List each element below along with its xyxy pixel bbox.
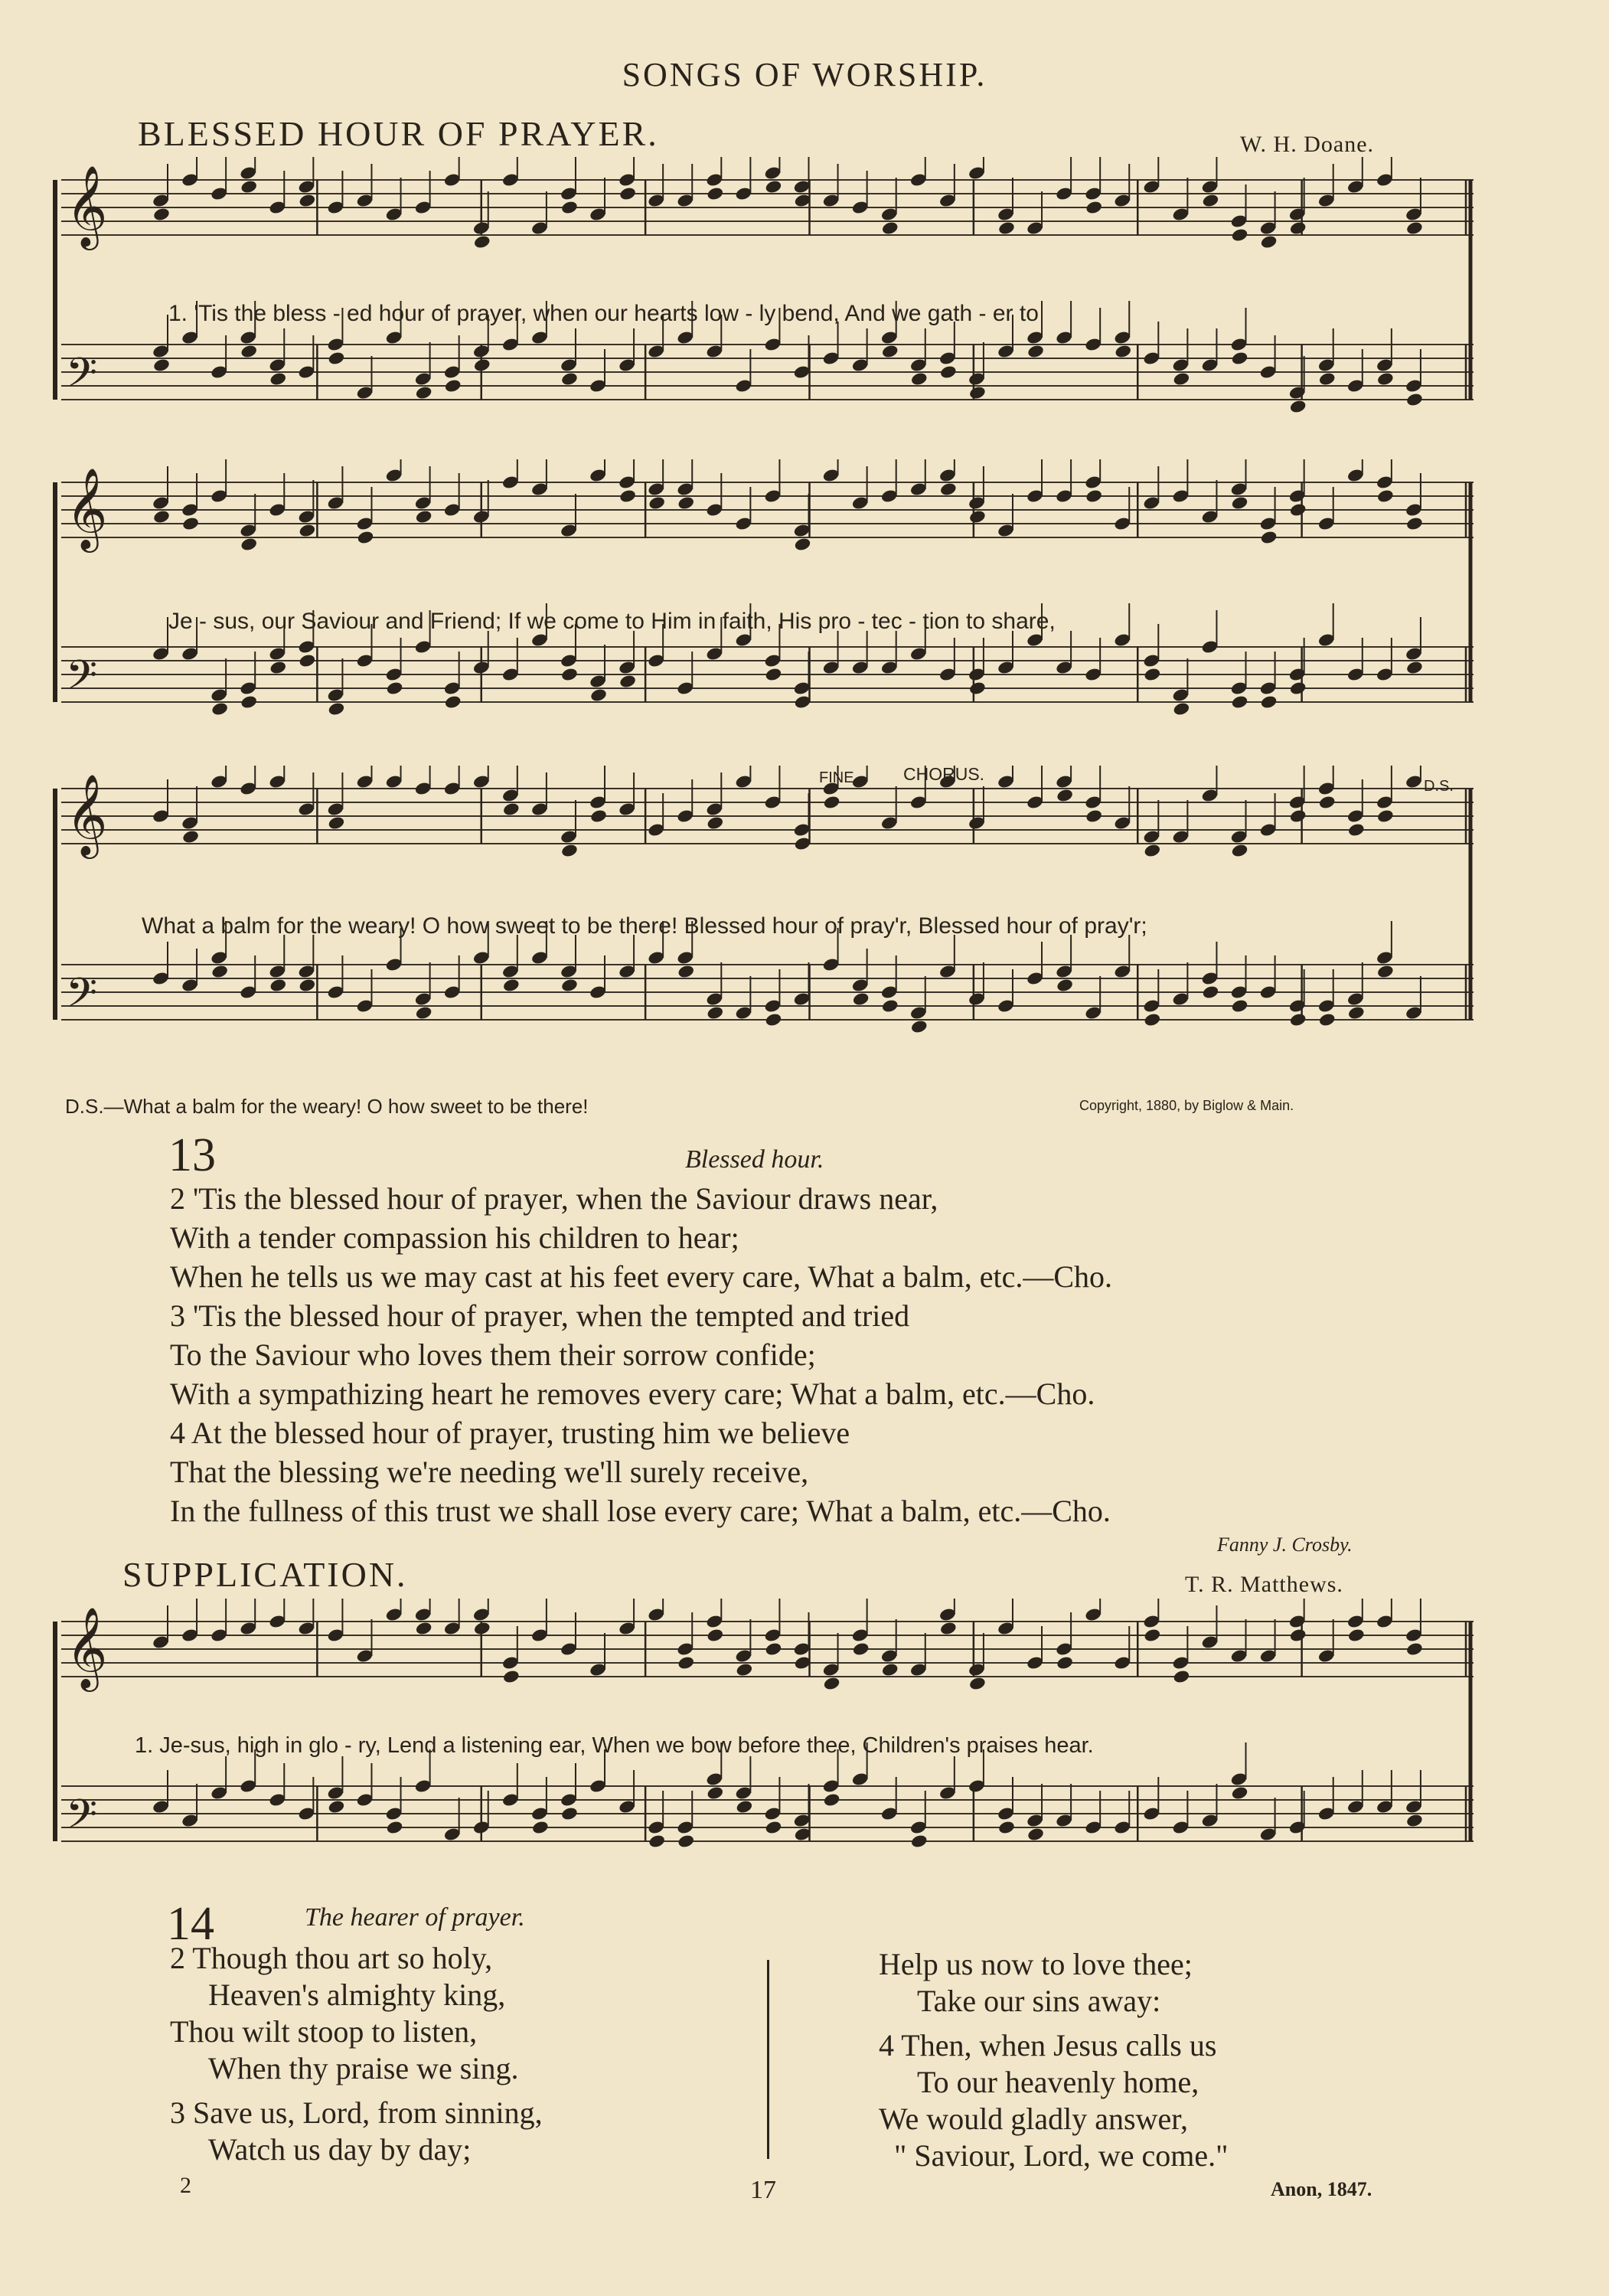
note-head	[560, 200, 579, 215]
note-head	[1231, 351, 1249, 366]
note-head	[1085, 200, 1103, 215]
note-head	[881, 1662, 899, 1677]
note-head	[823, 795, 841, 810]
note-head	[240, 694, 258, 710]
ds-line: D.S.—What a balm for the weary! O how sweet to be there!	[65, 1095, 589, 1118]
note-head	[1202, 985, 1220, 1000]
note-head	[240, 537, 258, 552]
verse-line: We would gladly answer,	[879, 2102, 1188, 2136]
note-head	[1173, 1669, 1191, 1684]
verses-block	[170, 1179, 1112, 1530]
note-head	[1231, 843, 1249, 858]
note-head	[765, 1820, 783, 1835]
note-head	[765, 1012, 783, 1027]
note-head	[211, 964, 229, 979]
note-head	[299, 193, 317, 208]
note-head	[560, 371, 579, 387]
note-head	[1056, 978, 1074, 993]
note-head	[181, 516, 200, 531]
note-head	[502, 1669, 521, 1684]
verse-line: With a sympathizing heart he removes every care; What a balm, etc.—Cho.	[170, 1377, 1095, 1411]
note-head	[881, 220, 899, 236]
note-head	[1085, 488, 1103, 504]
note-head	[765, 1641, 783, 1657]
note-head	[707, 186, 725, 201]
note-head	[1026, 1827, 1045, 1842]
note-head	[1405, 1813, 1424, 1828]
note-head	[677, 1655, 695, 1671]
page-header: SONGS OF WORSHIP.	[622, 56, 987, 93]
note-head	[968, 681, 987, 696]
author: Fanny J. Crosby.	[1217, 1533, 1353, 1556]
note-head	[152, 207, 171, 222]
note-head	[910, 371, 929, 387]
note-head	[881, 998, 899, 1014]
note-head	[1405, 1641, 1424, 1657]
verse-line: Heaven's almighty king,	[208, 1978, 506, 2012]
signature-mark: 2	[180, 2173, 191, 2198]
note-head	[1260, 694, 1278, 710]
note-head	[939, 364, 958, 380]
treble-clef-icon: 𝄞	[66, 772, 108, 855]
note-head	[852, 991, 870, 1007]
note-head	[1144, 1012, 1162, 1027]
note-head	[386, 1820, 404, 1835]
note-head	[531, 1820, 550, 1835]
note-head	[823, 1792, 841, 1808]
note-head	[852, 1641, 870, 1657]
note-head	[1231, 227, 1249, 243]
note-head	[707, 1785, 725, 1801]
bass-clef-icon: 𝄢	[66, 349, 98, 407]
note-head	[707, 1628, 725, 1643]
lyric-line: 1. Je-sus, high in glo - ry, Lend a listening ear, When we bow before thee, Children's praises hear.	[135, 1733, 1094, 1758]
note-head	[736, 1662, 754, 1677]
note-head	[1114, 344, 1132, 359]
note-head	[502, 978, 521, 993]
note-head	[939, 1621, 958, 1636]
hymn-number: 14	[167, 1898, 214, 1950]
note-head	[1202, 193, 1220, 208]
note-head	[1144, 843, 1162, 858]
column-divider	[767, 1960, 769, 2159]
note-head	[152, 358, 171, 373]
note-head	[269, 660, 287, 675]
page-number: 17	[750, 2176, 776, 2204]
hymn-number: 13	[168, 1129, 216, 1181]
verse-line: That the blessing we're needing we'll surely receive,	[170, 1455, 809, 1489]
note-head	[823, 1676, 841, 1691]
hymn-title: SUPPLICATION.	[122, 1555, 408, 1594]
note-head	[1231, 694, 1249, 710]
fine-mark: FINE.	[819, 769, 859, 786]
verse-line: 4 Then, when Jesus calls us	[879, 2028, 1217, 2062]
note-head	[328, 351, 346, 366]
treble-clef-icon: 𝄞	[66, 466, 108, 549]
copyright: Copyright, 1880, by Biglow & Main.	[1079, 1098, 1294, 1113]
verse-line: 2 'Tis the blessed hour of prayer, when the Saviour draws near,	[170, 1181, 938, 1216]
note-head	[968, 509, 987, 524]
note-head	[765, 179, 783, 194]
note-head	[736, 1799, 754, 1814]
treble-clef-icon: 𝄞	[66, 164, 108, 247]
note-head	[1347, 1628, 1366, 1643]
note-head	[677, 964, 695, 979]
note-head	[997, 220, 1016, 236]
note-head	[1318, 371, 1336, 387]
verse-line: Thou wilt stoop to listen,	[170, 2014, 478, 2049]
note-head	[1289, 399, 1307, 414]
music-system-2	[46, 459, 1481, 750]
note-head	[707, 1005, 725, 1021]
note-head	[181, 829, 200, 844]
note-head	[152, 509, 171, 524]
chorus-mark: CHORUS.	[903, 764, 985, 784]
composer: W. H. Doane.	[1240, 132, 1375, 157]
note-head	[910, 1834, 929, 1849]
note-head	[939, 482, 958, 497]
note-head	[415, 1005, 433, 1021]
staff-pair	[46, 459, 1481, 750]
verse-line: 4 At the blessed hour of prayer, trusting him we believe	[170, 1416, 850, 1450]
note-head	[1144, 667, 1162, 682]
note-head	[1085, 808, 1103, 824]
note-head	[1347, 822, 1366, 838]
note-head	[560, 843, 579, 858]
note-head	[648, 495, 666, 511]
note-head	[415, 1621, 433, 1636]
note-head	[1289, 220, 1307, 236]
note-head	[677, 495, 695, 511]
note-head	[299, 653, 317, 668]
note-head	[415, 509, 433, 524]
note-head	[910, 1019, 929, 1034]
note-head	[1056, 788, 1074, 803]
right-verses	[879, 1946, 1229, 2174]
note-head	[618, 674, 637, 689]
note-head	[618, 186, 637, 201]
note-head	[357, 530, 375, 545]
note-head	[299, 523, 317, 538]
note-head	[1376, 964, 1395, 979]
author: Anon, 1847.	[1271, 2178, 1372, 2200]
note-head	[677, 1834, 695, 1849]
note-head	[881, 344, 899, 359]
hymn-subtitle: The hearer of prayer.	[305, 1903, 525, 1932]
lyric-line: What a balm for the weary! O how sweet to be there! Blessed hour of pray'r, Blessed hour of pray'r;	[142, 913, 1147, 939]
lyric-line: Je - sus, our Saviour and Friend; If we come to Him in faith, His pro - tec - tion to share,	[168, 609, 1056, 634]
note-head	[1376, 488, 1395, 504]
bass-clef-icon: 𝄢	[66, 969, 98, 1027]
note-head	[240, 344, 258, 359]
verse-line: 2 Though thou art so holy,	[170, 1941, 493, 1975]
verse-line: " Saviour, Lord, we come."	[894, 2138, 1229, 2173]
treble-clef-icon: 𝄞	[66, 1605, 108, 1688]
ds-mark: D.S.	[1424, 778, 1454, 795]
note-head	[1173, 371, 1191, 387]
bass-clef-icon: 𝄢	[66, 652, 98, 709]
hymn-title: BLESSED HOUR OF PRAYER.	[138, 114, 659, 153]
note-head	[968, 1676, 987, 1691]
note-head	[1405, 220, 1424, 236]
note-head	[269, 371, 287, 387]
verse-line: To our heavenly home,	[917, 2065, 1199, 2099]
note-head	[1289, 1628, 1307, 1643]
note-head	[328, 701, 346, 717]
note-head	[386, 681, 404, 696]
lyric-line: 1. 'Tis the bless - ed hour of prayer, when our hearts low - ly bend, And we gath - er to	[168, 301, 1039, 326]
note-head	[618, 488, 637, 504]
note-head	[707, 815, 725, 831]
note-head	[560, 978, 579, 993]
note-head	[1347, 1005, 1366, 1021]
note-head	[502, 802, 521, 817]
note-head	[473, 358, 491, 373]
verse-line: When he tells us we may cast at his feet every care, What a balm, etc.—Cho.	[170, 1259, 1113, 1294]
note-head	[211, 701, 229, 717]
note-head	[1405, 660, 1424, 675]
note-head	[1376, 808, 1395, 824]
note-head	[560, 667, 579, 682]
note-head	[765, 667, 783, 682]
note-head	[328, 1799, 346, 1814]
verse-line: With a tender compassion his children to hear;	[170, 1220, 739, 1255]
note-head	[444, 378, 462, 394]
note-head	[1231, 998, 1249, 1014]
note-head	[1318, 795, 1336, 810]
verse-line: 3 'Tis the blessed hour of prayer, when the tempted and tried	[170, 1298, 910, 1333]
note-head	[328, 815, 346, 831]
note-head	[1056, 1655, 1074, 1671]
note-head	[1144, 1628, 1162, 1643]
note-head	[1289, 681, 1307, 696]
note-head	[1405, 516, 1424, 531]
note-head	[1260, 234, 1278, 250]
note-head	[1026, 344, 1045, 359]
note-head	[794, 537, 812, 552]
composer: T. R. Matthews.	[1185, 1572, 1343, 1597]
note-head	[1260, 530, 1278, 545]
verse-line: 3 Save us, Lord, from sinning,	[170, 2095, 543, 2130]
note-head	[1173, 701, 1191, 717]
note-head	[473, 1621, 491, 1636]
verse-line: In the fullness of this trust we shall lose every care; What a balm, etc.—Cho.	[170, 1494, 1111, 1528]
note-head	[1289, 502, 1307, 518]
note-head	[589, 808, 608, 824]
note-head	[1289, 1012, 1307, 1027]
verse-line: When thy praise we sing.	[208, 2051, 519, 2085]
note-head	[269, 978, 287, 993]
hymn-subtitle: Blessed hour.	[685, 1145, 824, 1174]
note-head	[1231, 495, 1249, 511]
note-head	[648, 1834, 666, 1849]
note-head	[997, 1820, 1016, 1835]
note-head	[1289, 808, 1307, 824]
note-head	[968, 385, 987, 400]
note-head	[1405, 392, 1424, 407]
note-head	[444, 694, 462, 710]
note-head	[589, 687, 608, 703]
note-head	[1231, 1785, 1249, 1801]
note-head	[299, 978, 317, 993]
note-head	[1376, 371, 1395, 387]
verse-line: Watch us day by day;	[208, 2132, 472, 2167]
bass-clef-icon: 𝄢	[66, 1791, 98, 1848]
note-head	[415, 385, 433, 400]
verse-line: Take our sins away:	[917, 1984, 1161, 2018]
verse-line: Help us now to love thee;	[879, 1947, 1193, 1981]
note-head	[473, 234, 491, 250]
verse-line: To the Saviour who loves them their sorrow confide;	[170, 1337, 816, 1372]
note-head	[1318, 1012, 1336, 1027]
note-head	[240, 179, 258, 194]
left-verses	[170, 1940, 543, 2168]
note-head	[560, 1806, 579, 1821]
